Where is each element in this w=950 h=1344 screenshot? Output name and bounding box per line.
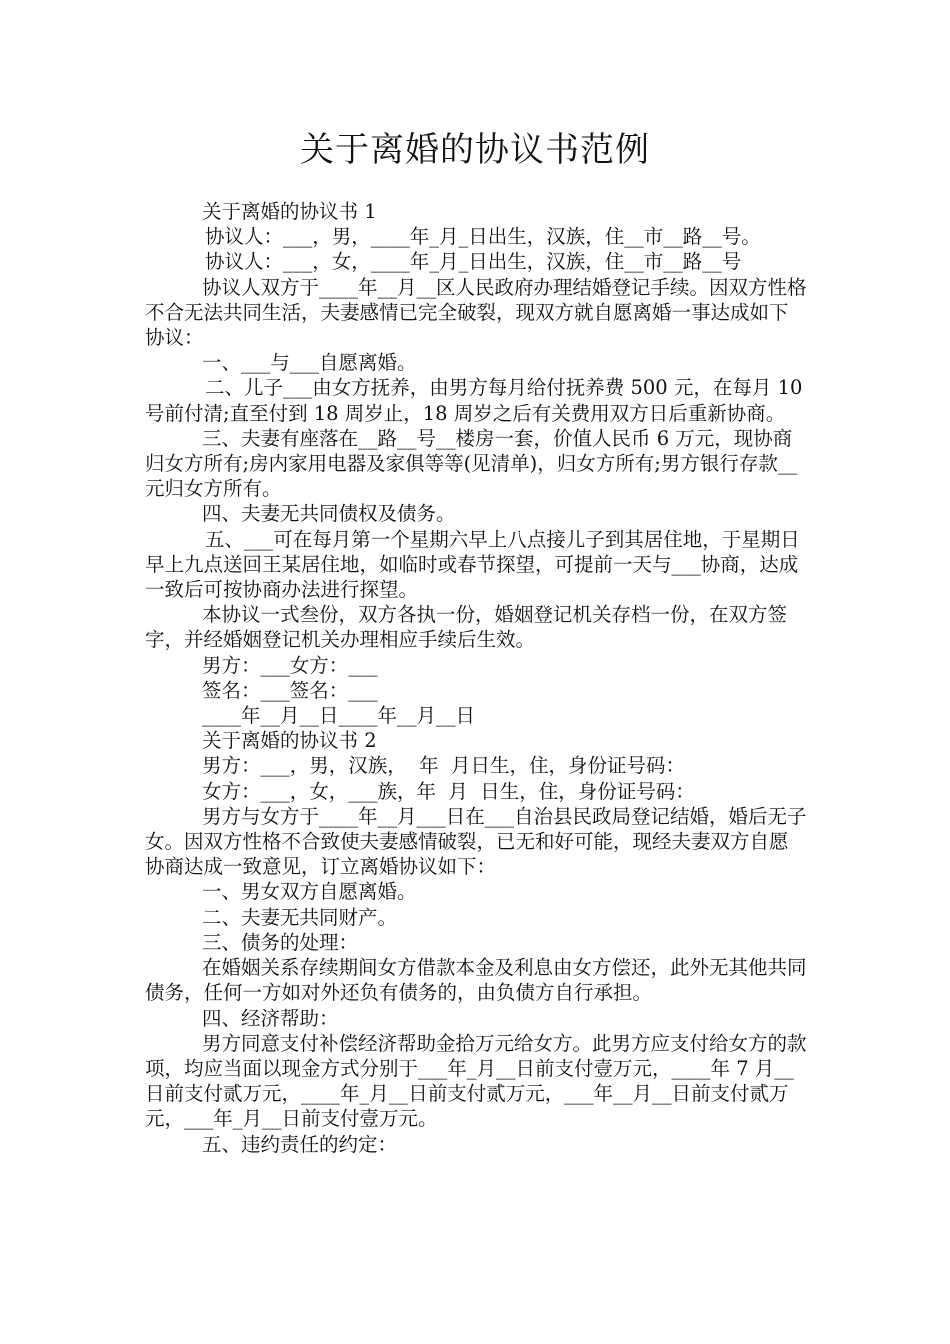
paragraph: 协议人：___，男，____年_月_日出生，汉族，住__市__路__号。: [205, 225, 761, 249]
paragraph: 本协议一式叁份，双方各执一份，婚姻登记机关存档一份，在双方签字，并经婚姻登记机关办理相应手续后生效。: [145, 603, 788, 652]
paragraph: 男方与女方于____年__月___日在___自治县民政局登记结婚，婚后无子女。因双方性格不合致使夫妻感情破裂，已无和好可能，现经夫妻双方自愿协商达成一致意见，订立离婚协议如下：: [145, 804, 807, 879]
paragraph: 男方：___女方：___: [202, 653, 378, 677]
paragraph: 在婚姻关系存续期间女方借款本金及利息由女方偿还，此外无其他共同债务，任何一方如对外还负有债务的，由负债方自行承担。: [145, 956, 807, 1005]
paragraph: 五、违约责任的约定：: [202, 1132, 398, 1156]
paragraph: 三、夫妻有座落在__路__号__楼房一套，价值人民币 6 万元，现协商归女方所有;房内家用电器及家俱等等(见清单)，归女方所有;男方银行存款__元归女方所有。: [145, 426, 798, 501]
paragraph: 协议人双方于____年__月__区人民政府办理结婚登记手续。因双方性格不合无法共同生活，夫妻感情已完全破裂，现双方就自愿离婚一事达成如下协议：: [145, 275, 807, 350]
paragraph: 一、___与___自愿离婚。: [202, 351, 417, 375]
paragraph: 协议人：___，女，____年_月_日出生，汉族，住__市__路__号: [205, 250, 742, 274]
paragraph: 关于离婚的协议书 2: [202, 729, 377, 753]
document-title: 关于离婚的协议书范例: [300, 130, 650, 170]
paragraph: 签名：___签名：___: [202, 678, 378, 702]
paragraph: 二、儿子___由女方抚养，由男方每月给付抚养费 500 元，在每月 10 号前付清;直至付到 18 周岁止，18 周岁之后有关费用双方日后重新协商。: [145, 376, 809, 425]
paragraph: 二、夫妻无共同财产。: [202, 905, 398, 929]
paragraph: 男方同意支付补偿经济帮助金拾万元给女方。此男方应支付给女方的款项，均应当面以现金方式分别于___年_月__日前支付壹万元，____年 7 月__日前支付贰万元，____年_月__日前支付贰万元，___年__月__日前支付贰万元，___年_月__日前支付壹万元。: [145, 1031, 807, 1131]
document-body: [145, 199, 807, 1157]
paragraph: 四、夫妻无共同债权及债务。: [202, 502, 456, 526]
paragraph: 关于离婚的协议书 1: [202, 200, 377, 223]
paragraph: 女方：___，女，___族，年 月 日生，住，身份证号码：: [202, 779, 695, 803]
paragraph: 四、经济帮助：: [202, 1006, 339, 1030]
paragraph: ____年__月__日____年__月__日: [202, 704, 476, 728]
paragraph: 男方：___，男，汉族， 年 月日生，住，身份证号码：: [202, 754, 686, 778]
paragraph: 五、___可在每月第一个星期六早上八点接儿子到其居住地，于星期日早上九点送回王某居住地，如临时或春节探望，可提前一天与___协商，达成一致后可按协商办法进行探望。: [145, 527, 800, 602]
paragraph: 三、债务的处理：: [202, 930, 359, 954]
paragraph: 一、男女双方自愿离婚。: [202, 880, 417, 904]
